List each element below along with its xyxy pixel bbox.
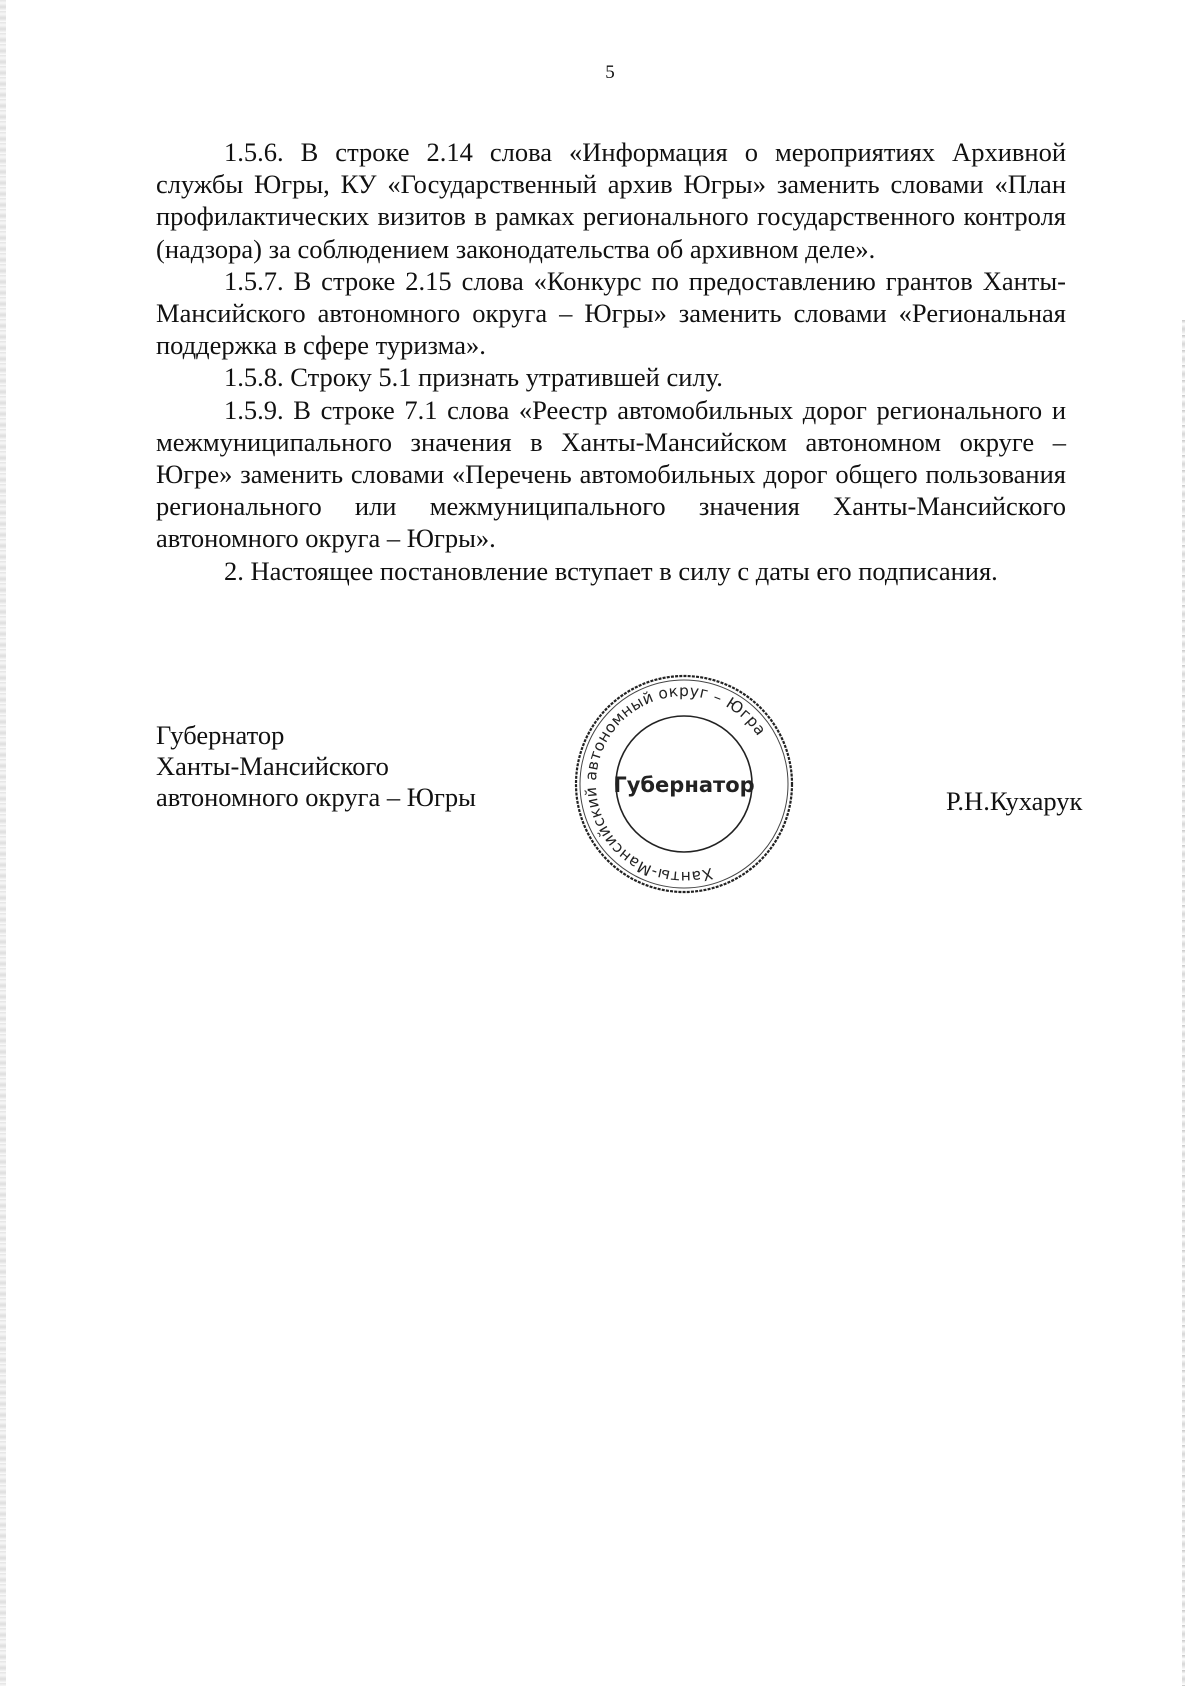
seal-ring-text: Ханты-Мансийский автономный округ – Югра <box>581 681 770 887</box>
paragraph-1-5-9: 1.5.9. В строке 7.1 слова «Реестр автомобильных дорог регионального и межмуниципального значения в Ханты-Мансийском автономном округе – Югре» заменить словами «Перечень автомобильных дорог общего пользования регионального или межмуниципального значения Ханты-Мансийского автономного округа – Югры». <box>156 394 1066 554</box>
position-line-2: Ханты-Мансийского <box>156 751 389 781</box>
signature-position <box>156 720 476 813</box>
scan-edge-left <box>0 0 6 1686</box>
seal-center-text: Губернатор <box>613 773 755 797</box>
page-number: 5 <box>605 62 615 83</box>
position-line-1: Губернатор <box>156 720 285 750</box>
body-text <box>156 136 1066 587</box>
paragraph-1-5-6: 1.5.6. В строке 2.14 слова «Информация о мероприятиях Архивной службы Югры, КУ «Государственный архив Югры» заменить словами «План профилактических визитов в рамках регионального государственного контроля (надзора) за соблюдением законодательства об архивном деле». <box>156 137 1066 264</box>
official-seal <box>568 668 800 900</box>
position-line-3: автономного округа – Югры <box>156 782 476 812</box>
paragraph-1-5-7: 1.5.7. В строке 2.15 слова «Конкурс по предоставлению грантов Ханты-Мансийского автономного округа – Югры» заменить словами «Региональная поддержка в сфере туризма». <box>156 265 1066 361</box>
paragraph-2: 2. Настоящее постановление вступает в силу с даты его подписания. <box>224 555 998 586</box>
scan-edge-right <box>1182 320 1185 1686</box>
paragraph-1-5-8: 1.5.8. Строку 5.1 признать утратившей силу. <box>224 362 723 393</box>
signer-name: Р.Н.Кухарук <box>946 786 1083 816</box>
